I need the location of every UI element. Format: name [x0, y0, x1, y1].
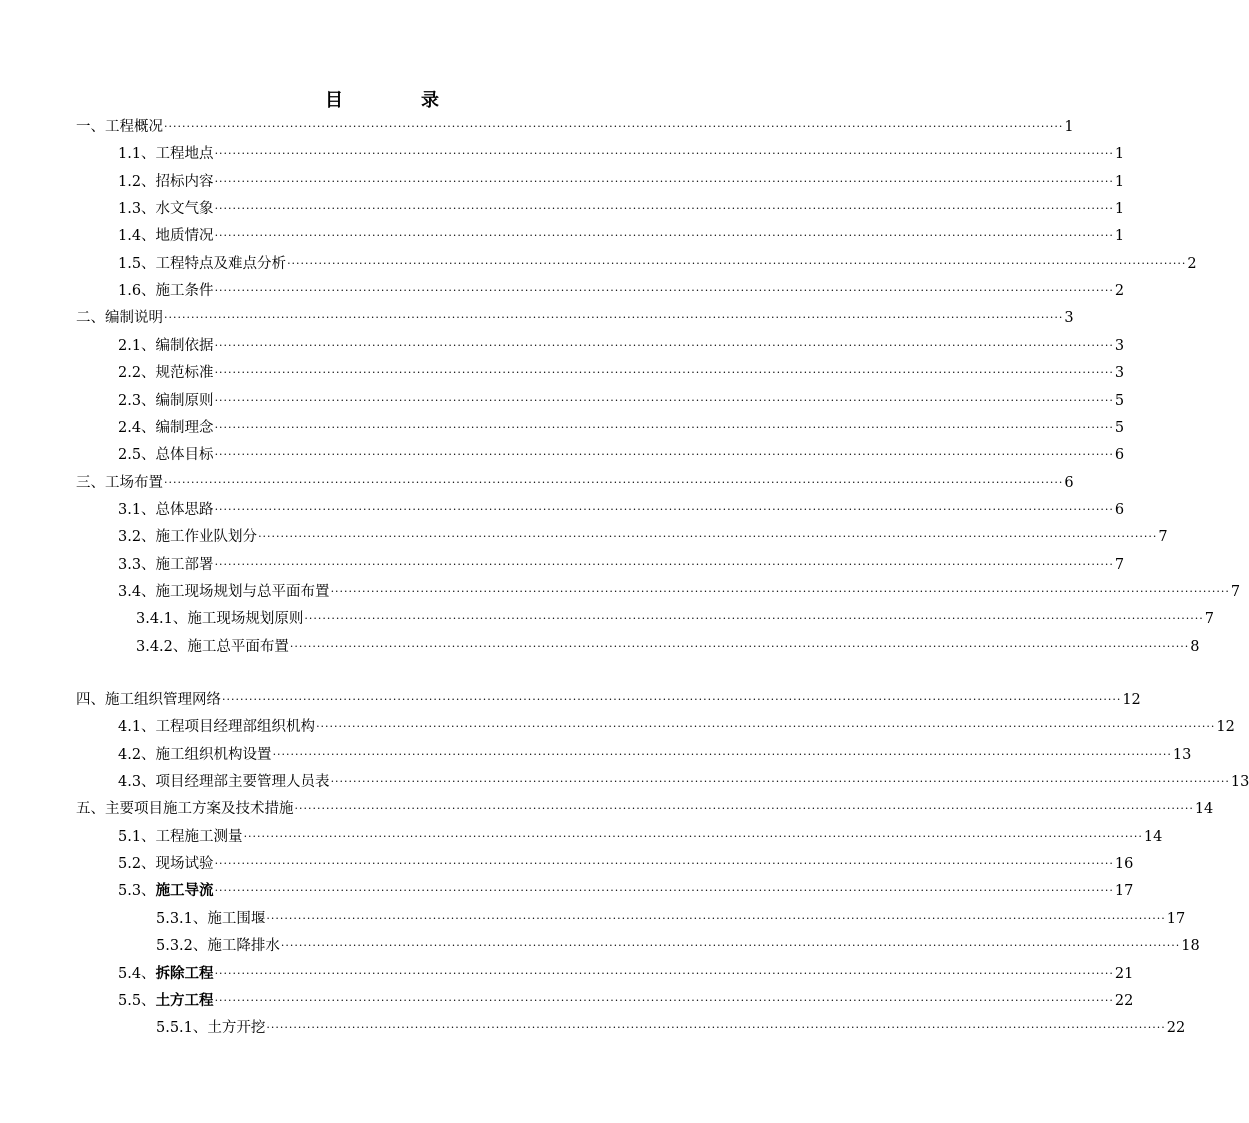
toc-page-number: 14	[1143, 828, 1163, 845]
toc-entry[interactable]	[118, 418, 1125, 438]
toc-entry[interactable]	[118, 172, 1125, 192]
dot-leader: ········································································································································································································	[214, 202, 1114, 216]
toc-entry-number: 2.2、规范标准	[118, 365, 214, 382]
dot-leader: ········································································································································································································	[214, 884, 1114, 898]
toc-entry-number: 2.3、编制原则	[118, 392, 214, 409]
toc-entry[interactable]	[76, 473, 1074, 493]
dot-leader: ········································································································································································································	[222, 693, 1122, 706]
toc-page-number: 2	[1187, 255, 1197, 272]
toc-entry[interactable]	[118, 991, 1134, 1011]
dot-leader: ········································································································································································································	[214, 147, 1114, 161]
toc-entry-number: 4.1、工程项目经理部组织机构	[118, 719, 316, 736]
toc-entry-number: 三、工场布置	[76, 474, 163, 491]
toc-entry-number: 3.2、施工作业队划分	[118, 529, 258, 546]
toc-page-number: 22	[1166, 1020, 1186, 1037]
toc-entry-label	[76, 473, 164, 493]
dot-leader: ········································································································································································································	[214, 993, 1114, 1007]
dot-leader: ········································································································································································································	[164, 120, 1064, 133]
dot-leader: ········································································································································································································	[330, 775, 1230, 789]
dot-leader: ········································································································································································································	[266, 1021, 1166, 1035]
dot-leader: ········································································································································································································	[214, 366, 1114, 380]
toc-entry-number: 5.5.1、土方开挖	[156, 1020, 266, 1037]
toc-page-number: 6	[1114, 447, 1125, 464]
toc-entry-number: 5.3.2、施工降排水	[156, 938, 280, 955]
toc-entry[interactable]	[118, 199, 1125, 219]
toc-entry[interactable]	[156, 909, 1186, 929]
toc-entry-number: 1.6、施工条件	[118, 283, 214, 300]
toc-page-number: 3	[1064, 310, 1074, 327]
toc-entry-label	[118, 144, 215, 164]
dot-leader: ········································································································································································································	[316, 720, 1216, 734]
toc-entry-label	[118, 772, 331, 792]
toc-entry-label	[118, 445, 215, 465]
toc-entry-label	[118, 827, 244, 847]
toc-entry[interactable]	[118, 555, 1125, 575]
toc-page-number: 6	[1064, 474, 1074, 491]
toc-entry-number: 3.3、施工部署	[118, 556, 214, 573]
toc-entry-number: 1.4、地质情况	[118, 228, 214, 245]
toc-entry-number: 五、主要项目施工方案及技术措施	[76, 801, 294, 818]
toc-entry-label	[118, 854, 215, 874]
toc-entry-number: 一、工程概况	[76, 119, 163, 135]
dot-leader: ········································································································································································································	[214, 420, 1114, 434]
toc-page-number: 8	[1190, 638, 1200, 655]
toc-entry-number: 2.1、编制依据	[118, 337, 214, 354]
toc-page-number: 5	[1114, 392, 1125, 409]
toc-entry-label	[118, 582, 331, 602]
toc-entry-bold-title: 施工导流	[155, 882, 214, 900]
toc-entry-label	[156, 909, 266, 929]
toc-entry[interactable]	[156, 936, 1200, 956]
toc-entry-label	[118, 881, 215, 901]
toc-entry-number: 1.2、招标内容	[118, 173, 214, 190]
dot-leader: ········································································································································································································	[214, 502, 1114, 516]
toc-entry-label	[76, 117, 164, 137]
toc-entry[interactable]	[118, 717, 1235, 737]
toc-entry-number: 2.4、编制理念	[118, 419, 214, 436]
toc-entry[interactable]	[118, 144, 1125, 164]
dot-leader: ········································································································································································································	[164, 475, 1064, 489]
toc-entry[interactable]	[118, 582, 1241, 602]
toc-page-number: 1	[1114, 201, 1125, 218]
toc-page-number: 13	[1230, 774, 1249, 791]
dot-leader: ········································································································································································································	[214, 966, 1114, 980]
toc-entry-number: 5.4、	[118, 965, 156, 982]
toc-entry-number: 1.1、工程地点	[118, 146, 214, 163]
toc-entry[interactable]	[136, 609, 1214, 629]
toc-entry-label	[118, 717, 316, 737]
toc-entry-label	[118, 336, 215, 356]
toc-page-number: 12	[1122, 692, 1141, 708]
toc-entry-number: 2.5、总体目标	[118, 447, 214, 464]
dot-leader: ········································································································································································································	[266, 911, 1166, 925]
dot-leader: ········································································································································································································	[214, 448, 1114, 462]
toc-page-number: 18	[1181, 938, 1200, 955]
toc-page-number: 7	[1204, 611, 1214, 628]
toc-entry-label	[136, 637, 290, 657]
toc-entry-label	[118, 418, 215, 438]
toc-page-number: 21	[1114, 965, 1134, 982]
toc-entry-number: 5.3.1、施工围堰	[156, 910, 266, 927]
toc-page-number: 2	[1114, 283, 1125, 300]
toc-page-number: 1	[1114, 146, 1125, 163]
toc-entry-number: 四、施工组织管理网络	[76, 692, 221, 708]
dot-leader: ········································································································································································································	[330, 584, 1230, 598]
toc-entry[interactable]	[76, 308, 1074, 328]
toc-entry-label	[118, 527, 258, 547]
toc-entry-number: 3.1、总体思路	[118, 501, 214, 518]
toc-page-number: 14	[1194, 801, 1214, 818]
dot-leader: ········································································································································································································	[214, 229, 1114, 243]
dot-leader: ········································································································································································································	[289, 639, 1190, 653]
toc-entry-label	[118, 281, 215, 301]
toc-entry-number: 4.2、施工组织机构设置	[118, 746, 272, 763]
toc-entry-number: 5.1、工程施工测量	[118, 828, 243, 845]
toc-entry[interactable]	[118, 854, 1134, 874]
toc-entry-label	[118, 991, 215, 1011]
dot-leader: ········································································································································································································	[243, 829, 1143, 843]
toc-entry-label	[118, 199, 215, 219]
toc-entry-label	[76, 690, 222, 710]
toc-entry[interactable]	[76, 117, 1074, 137]
toc-entry[interactable]	[118, 745, 1192, 765]
toc-entry[interactable]	[76, 690, 1141, 710]
dot-leader: ········································································································································································································	[258, 530, 1158, 544]
toc-entry-label	[118, 172, 215, 192]
toc-page-number: 13	[1172, 746, 1192, 763]
toc-entry-number: 3.4.1、施工现场规划原则	[136, 611, 304, 628]
toc-page-number: 3	[1114, 365, 1125, 382]
toc-entry-number: 二、编制说明	[76, 310, 163, 327]
toc-entry-label	[76, 799, 295, 819]
toc-entry-label	[118, 745, 273, 765]
toc-entry-label	[118, 555, 215, 575]
toc-entry[interactable]	[118, 772, 1249, 792]
toc-entry-label	[118, 363, 215, 383]
toc-entry[interactable]	[118, 336, 1125, 356]
toc-entry-number: 5.2、现场试验	[118, 856, 214, 873]
toc-entry-number: 3.4、施工现场规划与总平面布置	[118, 583, 330, 600]
dot-leader: ········································································································································································································	[214, 393, 1114, 407]
toc-page-number: 17	[1166, 910, 1186, 927]
toc-page-number: 7	[1158, 529, 1168, 546]
toc-entry[interactable]	[118, 827, 1163, 847]
dot-leader: ········································································································································································································	[294, 802, 1194, 816]
toc-entry[interactable]	[118, 881, 1134, 901]
toc-entry-bold-title: 土方工程	[155, 991, 214, 1009]
dot-leader: ········································································································································································································	[214, 557, 1114, 571]
dot-leader: ········································································································································································································	[272, 747, 1172, 761]
toc-entry[interactable]	[118, 254, 1197, 274]
toc-page-number: 12	[1216, 719, 1235, 736]
toc-page-number: 7	[1114, 556, 1125, 573]
toc-entry[interactable]	[118, 445, 1125, 465]
toc-page-number: 5	[1114, 419, 1125, 436]
toc-entry[interactable]	[118, 500, 1125, 520]
toc-entry[interactable]	[118, 391, 1125, 411]
toc-entry[interactable]	[118, 226, 1125, 246]
toc-title: 目 录	[325, 90, 469, 111]
dot-leader: ········································································································································································································	[214, 284, 1114, 298]
toc-page-number: 3	[1114, 337, 1125, 354]
toc-entry[interactable]	[156, 1018, 1186, 1038]
toc-entry-number: 5.5、	[118, 992, 156, 1009]
toc-page-number: 22	[1114, 992, 1134, 1009]
toc-entry-number: 1.3、水文气象	[118, 201, 214, 218]
toc-entry-bold-title: 拆除工程	[155, 964, 214, 982]
toc-entry-label	[156, 1018, 266, 1038]
toc-entry-label	[136, 609, 304, 629]
toc-entry[interactable]	[118, 527, 1168, 547]
toc-page-number: 7	[1230, 583, 1241, 600]
toc-entry[interactable]	[118, 281, 1125, 301]
toc-entry-label	[118, 964, 215, 984]
toc-page-number: 17	[1114, 883, 1134, 900]
toc-entry[interactable]	[136, 637, 1200, 657]
dot-leader: ········································································································································································································	[214, 857, 1114, 871]
toc-page-number: 16	[1114, 856, 1134, 873]
toc-entry-label	[118, 391, 215, 411]
toc-entry[interactable]	[76, 799, 1214, 819]
toc-entry-label	[118, 500, 215, 520]
toc-entry-number: 4.3、项目经理部主要管理人员表	[118, 774, 330, 791]
toc-entry[interactable]	[118, 363, 1125, 383]
toc-entry-number: 3.4.2、施工总平面布置	[136, 638, 289, 655]
dot-leader: ········································································································································································································	[280, 939, 1181, 953]
toc-entry-label	[76, 308, 164, 328]
toc-page-number: 1	[1064, 119, 1074, 135]
toc-page-number: 1	[1114, 228, 1125, 245]
toc-entry-number: 1.5、工程特点及难点分析	[118, 255, 287, 272]
dot-leader: ········································································································································································································	[214, 338, 1114, 352]
toc-entry-number: 5.3、	[118, 883, 156, 900]
toc-page-number: 6	[1114, 501, 1125, 518]
dot-leader: ········································································································································································································	[214, 174, 1114, 188]
toc-entry-label	[118, 254, 287, 274]
toc-page-number: 1	[1114, 173, 1125, 190]
dot-leader: ········································································································································································································	[304, 612, 1204, 626]
toc-entry-label	[118, 226, 215, 246]
dot-leader: ········································································································································································································	[164, 311, 1064, 325]
toc-entry[interactable]	[118, 964, 1134, 984]
dot-leader: ········································································································································································································	[287, 256, 1187, 270]
toc-entry-label	[156, 936, 281, 956]
